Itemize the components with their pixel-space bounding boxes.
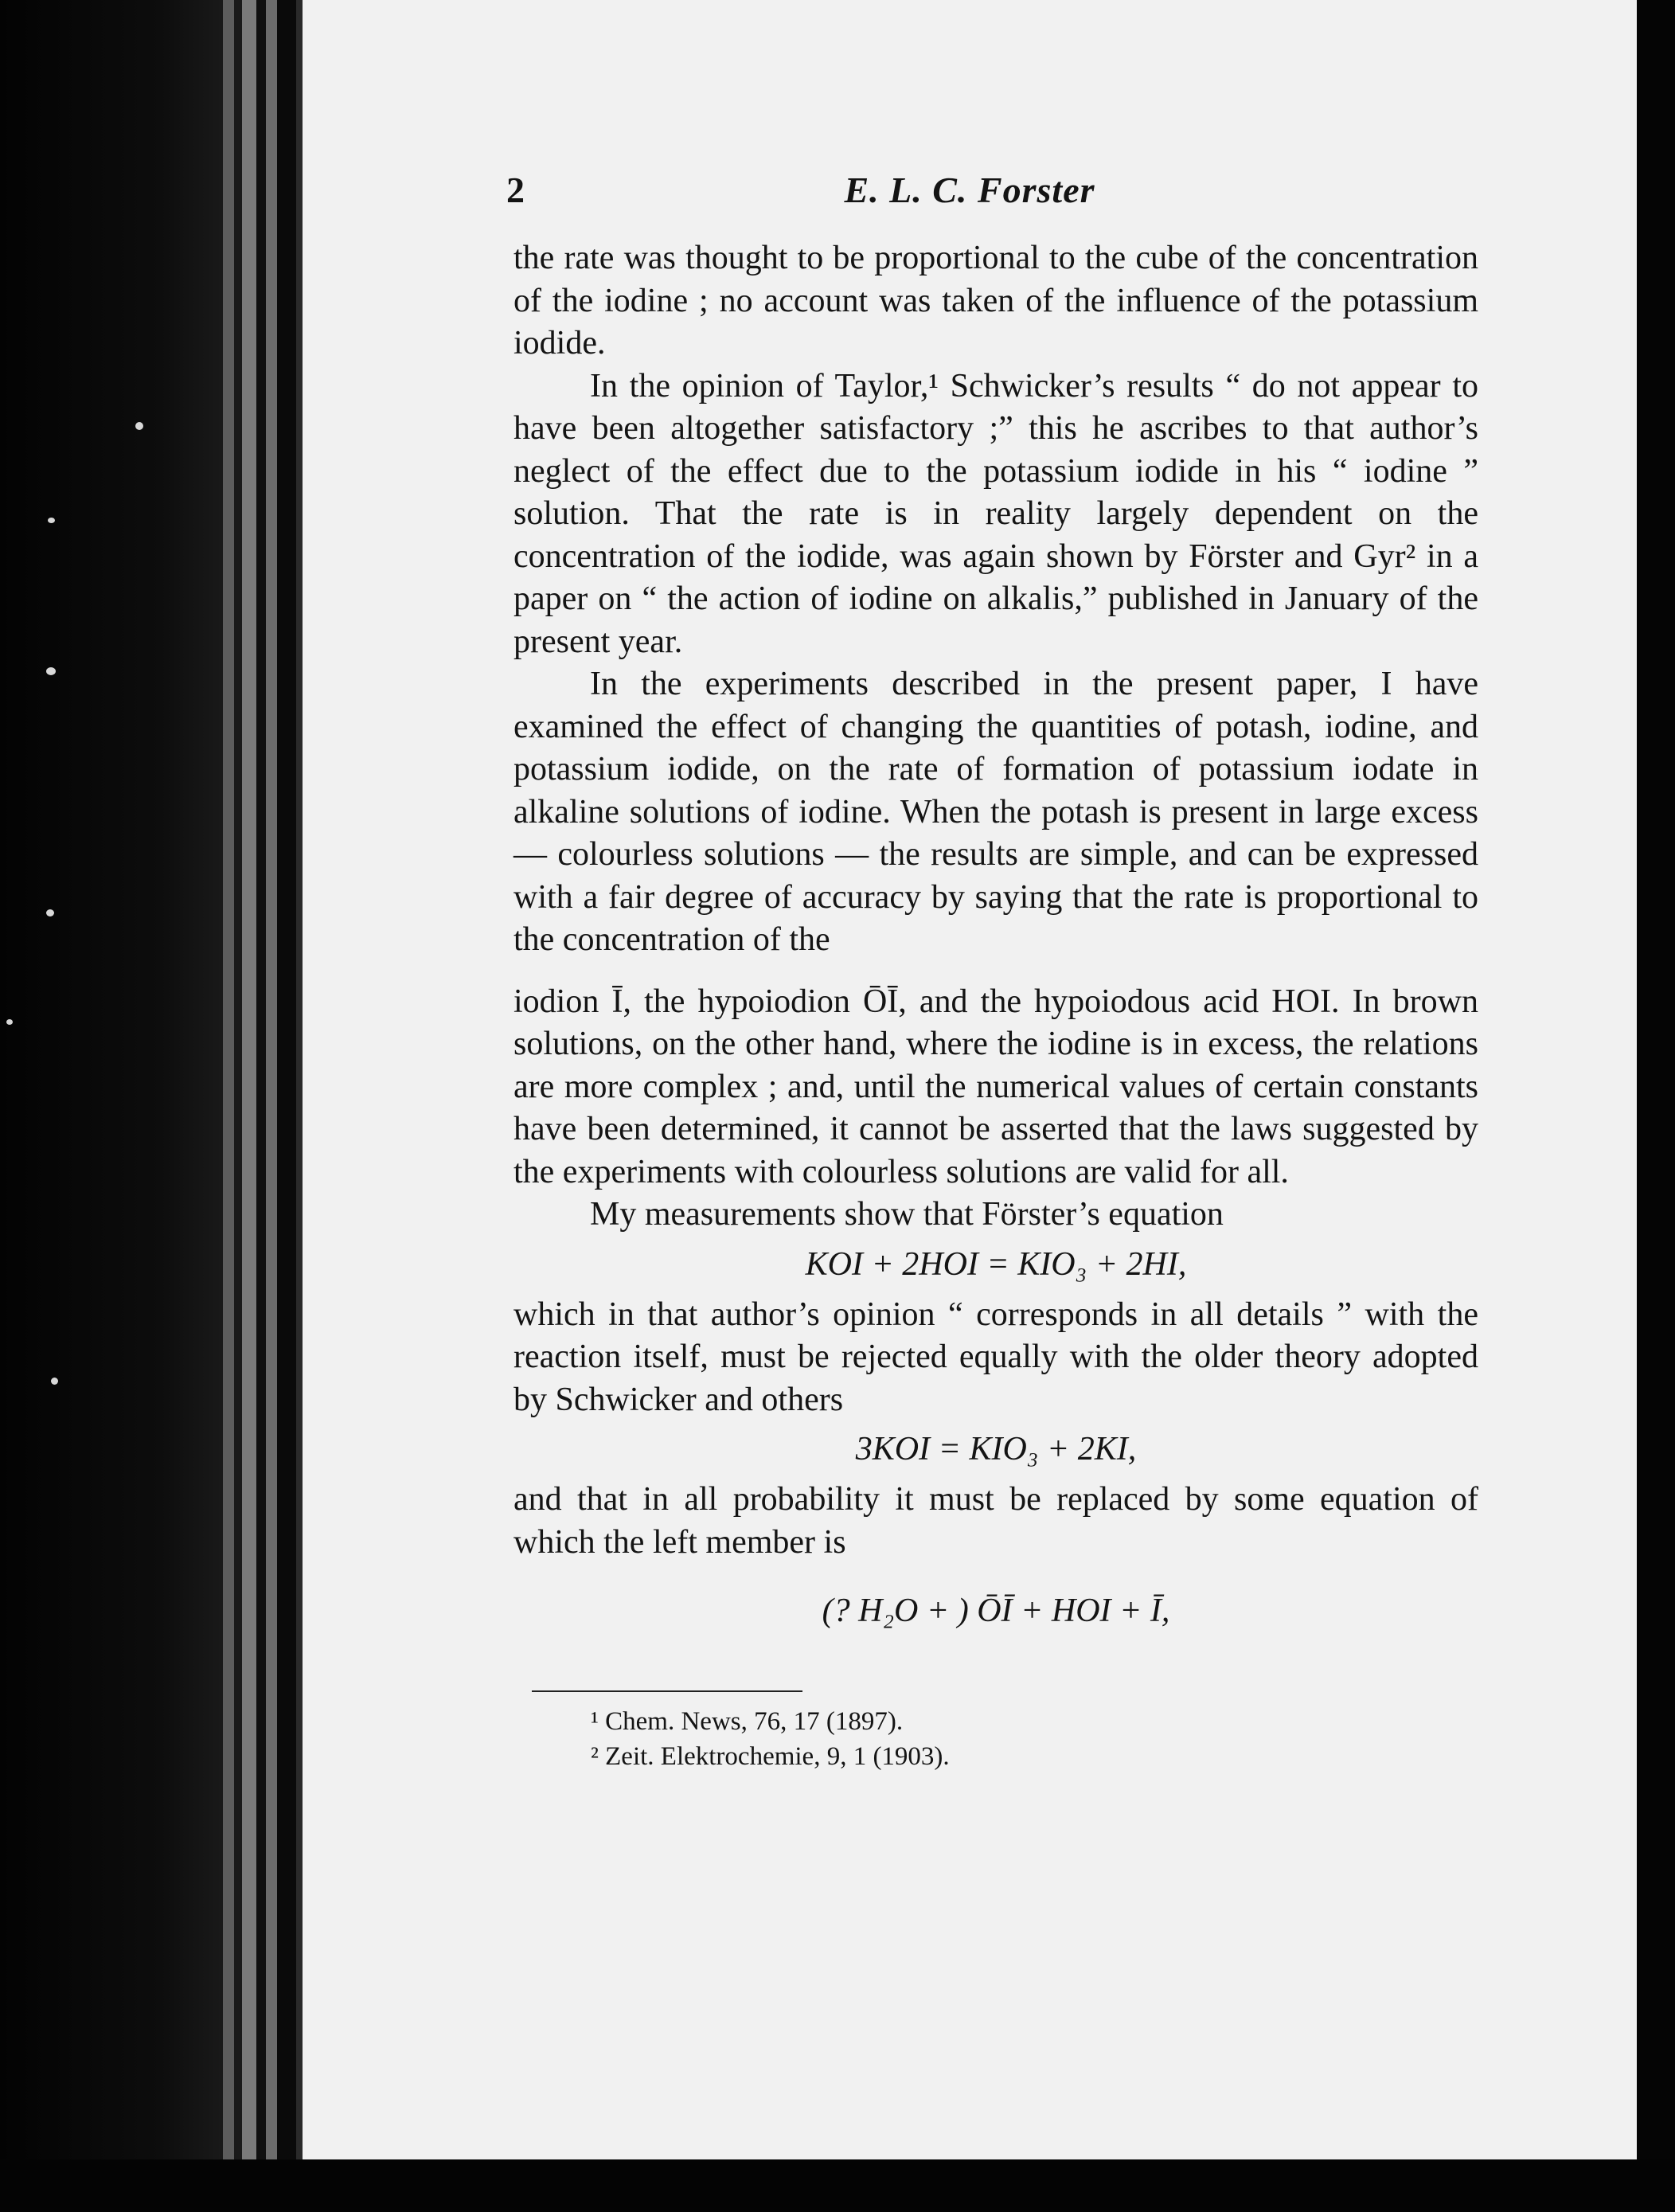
page-edge-stack <box>277 0 296 2212</box>
paragraph-2: In the opinion of Taylor,¹ Schwicker’s results “ do not appear to have been altogether satisfactory ;” this he ascribes to that author’s neglect of the effect due to the potassium iodide in his “ iodine ” solution. That the rate is in reality largely dependent on the concentration of the iodide, was again shown by Förster and Gyr² in a paper on “ the action of iodine on alkalis,” published in January of the present year. <box>513 367 1478 660</box>
page-edge-stack <box>256 0 266 2212</box>
paragraph-gap <box>513 962 1478 981</box>
equation-schwicker: 3KOI = KIO₃ + 2KI, <box>855 1431 1137 1468</box>
scan-speck <box>46 667 56 675</box>
page-header-title: E. L. C. Forster <box>844 170 1095 210</box>
scan-speck <box>135 422 143 430</box>
body-text <box>513 237 1478 1636</box>
scan-left-margin <box>0 0 231 2212</box>
scan-speck <box>51 1378 58 1385</box>
scan-right-margin <box>1637 0 1675 2212</box>
page-number: 2 <box>506 170 525 210</box>
footnotes <box>591 1704 1307 1774</box>
page-edge-stack <box>223 0 234 2212</box>
footnote-2: ² Zeit. Elektrochemie, 9, 1 (1903). <box>591 1742 950 1771</box>
paragraph-6: and that in all probability it must be replaced by some equation of which the left member is <box>513 1481 1478 1561</box>
paragraph-3b: iodion Ī, the hypoiodion ŌĪ, and the hypoiodous acid HOI. In brown solutions, on the other hand, where the iodine is in excess, the relations are more complex ; and, until the numerical values of certain constants have been determined, it cannot be asserted that the laws suggested by the experiments with colourless solutions are valid for all. <box>513 983 1478 1190</box>
scan-speck <box>48 518 55 523</box>
paragraph-4: My measurements show that Förster’s equation <box>590 1196 1224 1233</box>
footnote-rule <box>532 1690 802 1692</box>
page-edge-stack <box>296 0 303 2212</box>
page-edge-stack <box>266 0 277 2212</box>
equation-forster: KOI + 2HOI = KIO₃ + 2HI, <box>805 1245 1187 1283</box>
page-edge-stack <box>242 0 256 2212</box>
scan-bottom-margin <box>0 2159 1675 2212</box>
running-head <box>303 169 1637 217</box>
page-edge-stack <box>234 0 242 2212</box>
scan-speck <box>46 909 54 916</box>
paragraph-1: the rate was thought to be proportional to the cube of the concentration of the iodine ; no account was taken of the influence of the potassium iodide. <box>513 240 1478 362</box>
scan-speck <box>6 1019 13 1025</box>
paragraph-3a: In the experiments described in the present paper, I have examined the effect of changing the quantities of potash, iodine, and potassium iodide, on the rate of formation of potassium iodate in alkaline solutions of iodine. When the potash is present in large excess — colourless solutions — the results are simple, and can be expressed with a fair degree of accuracy by saying that the rate is proportional to the concentration of the <box>513 666 1478 958</box>
equation-left-member: (? H₂O + ) ŌĪ + HOI + Ī, <box>822 1593 1170 1629</box>
footnote-1: ¹ Chem. News, 76, 17 (1897). <box>591 1707 904 1736</box>
document-page <box>303 0 1637 2159</box>
paragraph-5: which in that author’s opinion “ corresponds in all details ” with the reaction itself, must be rejected equally with the older theory adopted by Schwicker and others <box>513 1296 1478 1418</box>
